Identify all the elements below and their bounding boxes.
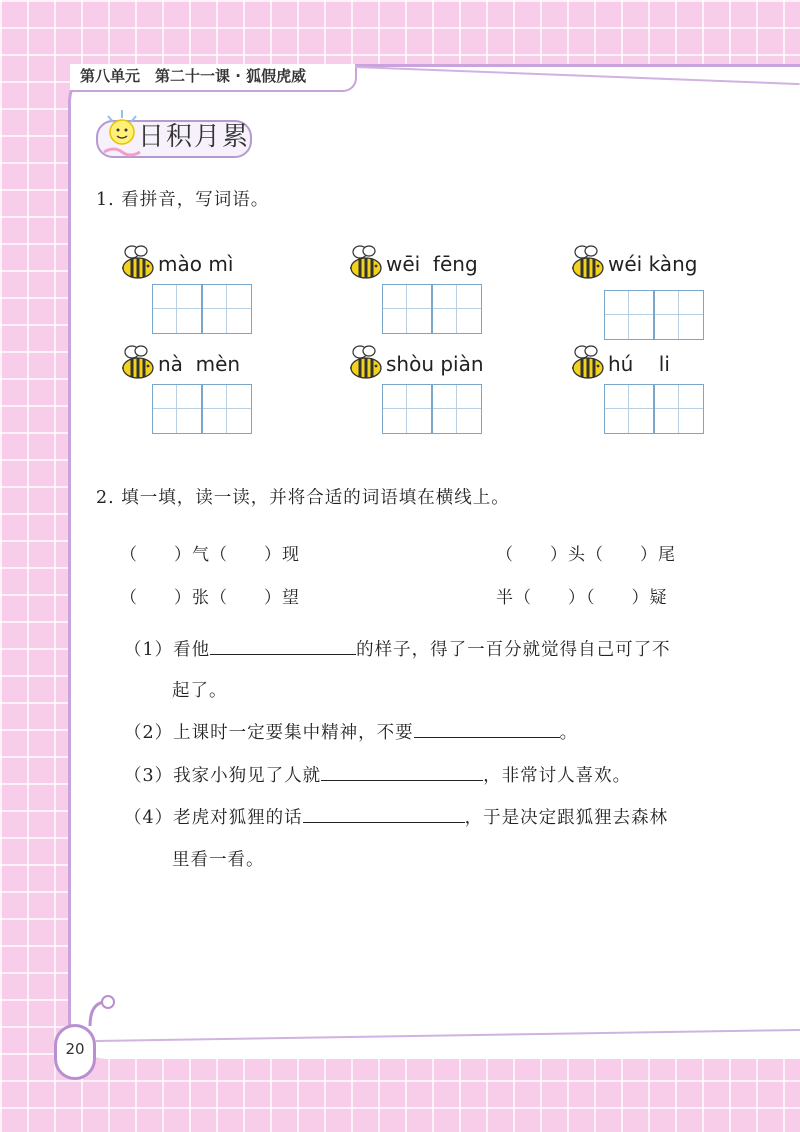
answer-blank[interactable] — [303, 804, 465, 823]
idiom-fill: （ ）张（ ）望 — [120, 588, 300, 608]
writing-box[interactable] — [432, 284, 482, 334]
sentence-1 — [124, 636, 671, 661]
sentence-text: ，于是决定跟狐狸去森林 — [464, 808, 669, 828]
page-number: 20 — [65, 1040, 85, 1058]
writing-box[interactable] — [654, 290, 704, 340]
answer-blank[interactable] — [414, 719, 560, 738]
sentence-text: 我家小狗见了人就 — [173, 766, 322, 786]
bee-icon — [122, 344, 156, 380]
bee-icon — [122, 244, 156, 280]
sentence-text: 。 — [559, 723, 579, 743]
writing-box[interactable] — [202, 384, 252, 434]
bee-icon — [350, 344, 384, 380]
pinyin-label: wéi kàng — [608, 252, 698, 276]
section-title: 日积月累 — [138, 122, 251, 152]
sentence-4 — [124, 804, 668, 829]
sentence-number: （3） — [124, 766, 174, 786]
sentence-text: 的样子，得了一百分就觉得自己可了不 — [356, 640, 671, 660]
writing-box[interactable] — [202, 284, 252, 334]
question-2-prompt: 2. 填一填，读一读，并将合适的词语填在横线上。 — [96, 488, 510, 508]
bee-icon — [572, 244, 606, 280]
word-item — [350, 344, 550, 454]
question-1-prompt: 1. 看拼音，写词语。 — [96, 190, 270, 210]
sentence-3 — [124, 762, 631, 787]
sentence-1-continuation: 起了。 — [172, 681, 228, 701]
bee-icon — [350, 244, 384, 280]
writing-box[interactable] — [604, 384, 654, 434]
writing-box[interactable] — [382, 384, 432, 434]
pinyin-label: hú li — [608, 352, 670, 376]
sentence-number: （2） — [124, 723, 174, 743]
sentence-4-continuation: 里看一看。 — [172, 850, 265, 870]
word-item — [122, 244, 322, 354]
writing-box[interactable] — [382, 284, 432, 334]
curl-decoration-icon — [86, 992, 116, 1028]
sentence-text: 老虎对狐狸的话 — [173, 808, 303, 828]
sentence-text: 上课时一定要集中精神，不要 — [173, 723, 414, 743]
writing-box[interactable] — [432, 384, 482, 434]
pinyin-label: mào mì — [158, 252, 234, 276]
word-item — [572, 244, 772, 354]
pinyin-label: nà mèn — [158, 352, 241, 376]
idiom-fill: （ ）头（ ）尾 — [496, 545, 676, 565]
bee-icon — [572, 344, 606, 380]
word-item — [572, 344, 772, 454]
sentence-text: 看他 — [173, 640, 211, 660]
idiom-fill: 半（ ）（ ）疑 — [496, 588, 668, 608]
sentence-2 — [124, 719, 578, 744]
pinyin-label: shòu piàn — [386, 352, 484, 376]
sentence-number: （1） — [124, 640, 174, 660]
idiom-fill: （ ）气（ ）现 — [120, 545, 300, 565]
writing-box[interactable] — [152, 384, 202, 434]
writing-box[interactable] — [654, 384, 704, 434]
word-item — [122, 344, 322, 454]
word-item — [350, 244, 550, 354]
pinyin-label: wēi fēng — [386, 252, 478, 276]
sentence-number: （4） — [124, 808, 174, 828]
writing-box[interactable] — [152, 284, 202, 334]
answer-blank[interactable] — [210, 636, 356, 655]
writing-box[interactable] — [604, 290, 654, 340]
sentence-text: ，非常讨人喜欢。 — [483, 766, 632, 786]
unit-lesson-header: 第八单元 第二十一课 · 狐假虎威 — [80, 67, 307, 85]
answer-blank[interactable] — [321, 762, 483, 781]
